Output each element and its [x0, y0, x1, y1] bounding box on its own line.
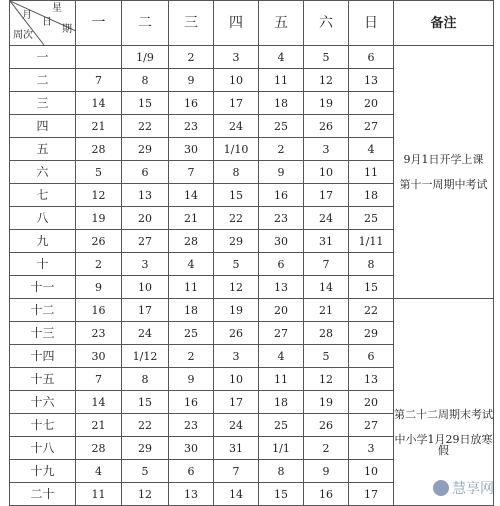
week-number-cell: 二 — [10, 69, 76, 92]
date-cell: 13 — [349, 69, 394, 92]
date-cell: 4 — [349, 138, 394, 161]
date-cell: 6 — [169, 460, 214, 483]
date-cell: 14 — [169, 184, 214, 207]
date-cell: 13 — [122, 184, 169, 207]
date-cell: 24 — [122, 322, 169, 345]
date-cell: 18 — [259, 391, 304, 414]
date-cell — [76, 46, 122, 69]
date-cell: 2 — [169, 345, 214, 368]
week-number-cell: 六 — [10, 161, 76, 184]
date-cell: 27 — [349, 115, 394, 138]
date-cell: 12 — [214, 276, 259, 299]
date-cell: 23 — [169, 115, 214, 138]
week-number-cell: 三 — [10, 92, 76, 115]
watermark-text: 慧享网 — [452, 481, 494, 497]
date-cell: 12 — [304, 69, 349, 92]
corner-label-zhouci: 周次 — [13, 30, 33, 41]
date-cell: 13 — [169, 483, 214, 506]
date-cell: 3 — [214, 345, 259, 368]
date-cell: 28 — [76, 437, 122, 460]
date-cell: 25 — [169, 322, 214, 345]
day-header: 三 — [169, 1, 214, 46]
date-cell: 9 — [169, 368, 214, 391]
date-cell: 17 — [304, 184, 349, 207]
date-cell: 31 — [304, 230, 349, 253]
date-cell: 2 — [259, 138, 304, 161]
date-cell: 30 — [169, 437, 214, 460]
date-cell: 14 — [214, 483, 259, 506]
date-cell: 9 — [76, 276, 122, 299]
date-cell: 19 — [304, 391, 349, 414]
date-cell: 15 — [122, 391, 169, 414]
date-cell: 4 — [259, 46, 304, 69]
date-cell: 16 — [169, 92, 214, 115]
date-cell: 15 — [349, 276, 394, 299]
week-number-cell: 十九 — [10, 460, 76, 483]
week-number-cell: 八 — [10, 207, 76, 230]
notes-cell — [394, 299, 494, 506]
date-cell: 29 — [214, 230, 259, 253]
day-header: 一 — [76, 1, 122, 46]
date-cell: 8 — [349, 253, 394, 276]
week-number-cell: 十一 — [10, 276, 76, 299]
note-text: 第二十二周期末考试 — [394, 407, 493, 421]
date-cell: 21 — [169, 207, 214, 230]
notes-header: 备注 — [394, 1, 494, 46]
week-number-cell: 九 — [10, 230, 76, 253]
date-cell: 26 — [304, 115, 349, 138]
watermark-logo-icon — [433, 480, 449, 496]
calendar-body — [10, 46, 494, 506]
date-cell: 22 — [122, 414, 169, 437]
date-cell: 1/11 — [349, 230, 394, 253]
date-cell: 19 — [76, 207, 122, 230]
date-cell: 16 — [259, 184, 304, 207]
date-cell: 11 — [349, 161, 394, 184]
date-cell: 29 — [349, 322, 394, 345]
date-cell: 8 — [122, 69, 169, 92]
date-cell: 6 — [349, 345, 394, 368]
date-cell: 1/9 — [122, 46, 169, 69]
date-cell: 30 — [169, 138, 214, 161]
week-number-cell: 十 — [10, 253, 76, 276]
date-cell: 3 — [214, 46, 259, 69]
week-number-cell: 十二 — [10, 299, 76, 322]
date-cell: 5 — [122, 460, 169, 483]
date-cell: 23 — [169, 414, 214, 437]
date-cell: 7 — [76, 368, 122, 391]
date-cell: 5 — [214, 253, 259, 276]
day-header: 六 — [304, 1, 349, 46]
date-cell: 5 — [76, 161, 122, 184]
note-text: 中小学1月29日放寒假 — [394, 432, 493, 457]
date-cell: 10 — [214, 69, 259, 92]
date-cell: 16 — [304, 483, 349, 506]
date-cell: 14 — [304, 276, 349, 299]
date-cell: 20 — [122, 207, 169, 230]
date-cell: 24 — [214, 414, 259, 437]
date-cell: 30 — [259, 230, 304, 253]
date-cell: 10 — [304, 161, 349, 184]
week-number-cell: 五 — [10, 138, 76, 161]
date-cell: 17 — [122, 299, 169, 322]
date-cell: 11 — [259, 69, 304, 92]
date-cell: 2 — [169, 46, 214, 69]
date-cell: 28 — [76, 138, 122, 161]
date-cell: 9 — [259, 161, 304, 184]
date-cell: 11 — [76, 483, 122, 506]
watermark — [433, 478, 494, 498]
notes-cell — [394, 46, 494, 299]
day-header: 四 — [214, 1, 259, 46]
date-cell: 19 — [304, 92, 349, 115]
date-cell: 19 — [214, 299, 259, 322]
date-cell: 8 — [259, 460, 304, 483]
date-cell: 12 — [122, 483, 169, 506]
week-number-cell: 十五 — [10, 368, 76, 391]
date-cell: 29 — [122, 138, 169, 161]
date-cell: 13 — [259, 276, 304, 299]
date-cell: 1/12 — [122, 345, 169, 368]
date-cell: 21 — [76, 414, 122, 437]
table-row — [10, 46, 494, 69]
date-cell: 20 — [349, 92, 394, 115]
date-cell: 22 — [214, 207, 259, 230]
date-cell: 1/1 — [259, 437, 304, 460]
date-cell: 8 — [214, 161, 259, 184]
week-number-cell: 十七 — [10, 414, 76, 437]
week-number-cell: 十六 — [10, 391, 76, 414]
day-header: 日 — [349, 1, 394, 46]
date-cell: 17 — [214, 391, 259, 414]
date-cell: 9 — [304, 460, 349, 483]
date-cell: 12 — [76, 184, 122, 207]
date-cell: 16 — [169, 391, 214, 414]
date-cell: 6 — [122, 161, 169, 184]
corner-header-cell — [10, 1, 76, 46]
date-cell: 22 — [122, 115, 169, 138]
date-cell: 11 — [169, 276, 214, 299]
week-number-cell: 十四 — [10, 345, 76, 368]
date-cell: 24 — [304, 207, 349, 230]
week-number-cell: 七 — [10, 184, 76, 207]
date-cell: 15 — [122, 92, 169, 115]
date-cell: 1/10 — [214, 138, 259, 161]
date-cell: 4 — [76, 460, 122, 483]
date-cell: 23 — [76, 322, 122, 345]
date-cell: 3 — [304, 138, 349, 161]
date-cell: 24 — [214, 115, 259, 138]
corner-label-ri: 日 — [42, 17, 52, 28]
date-cell: 3 — [122, 253, 169, 276]
date-cell: 23 — [259, 207, 304, 230]
corner-label-xing: 星 — [52, 3, 62, 14]
date-cell: 9 — [169, 69, 214, 92]
date-cell: 18 — [349, 184, 394, 207]
date-cell: 6 — [259, 253, 304, 276]
date-cell: 26 — [304, 414, 349, 437]
week-number-cell: 十八 — [10, 437, 76, 460]
date-cell: 17 — [349, 483, 394, 506]
date-cell: 16 — [76, 299, 122, 322]
date-cell: 25 — [259, 414, 304, 437]
date-cell: 10 — [122, 276, 169, 299]
school-calendar-table — [9, 0, 494, 506]
date-cell: 11 — [259, 368, 304, 391]
date-cell: 14 — [76, 92, 122, 115]
date-cell: 10 — [349, 460, 394, 483]
note-text: 第十一周期中考试 — [399, 178, 488, 191]
week-number-cell: 十三 — [10, 322, 76, 345]
date-cell: 21 — [304, 299, 349, 322]
date-cell: 15 — [214, 184, 259, 207]
date-cell: 7 — [76, 69, 122, 92]
date-cell: 5 — [304, 46, 349, 69]
date-cell: 6 — [349, 46, 394, 69]
date-cell: 17 — [214, 92, 259, 115]
corner-label-yue: 月 — [22, 10, 32, 21]
date-cell: 28 — [304, 322, 349, 345]
date-cell: 21 — [76, 115, 122, 138]
date-cell: 3 — [349, 437, 394, 460]
date-cell: 13 — [349, 368, 394, 391]
date-cell: 2 — [76, 253, 122, 276]
date-cell: 27 — [122, 230, 169, 253]
corner-label-qi: 期 — [62, 24, 72, 35]
date-cell: 30 — [76, 345, 122, 368]
note-text: 9月1日开学上课 — [403, 153, 484, 166]
date-cell: 10 — [214, 368, 259, 391]
date-cell: 15 — [259, 483, 304, 506]
date-cell: 18 — [259, 92, 304, 115]
date-cell: 14 — [76, 391, 122, 414]
date-cell: 4 — [259, 345, 304, 368]
date-cell: 20 — [349, 391, 394, 414]
date-cell: 26 — [214, 322, 259, 345]
date-cell: 25 — [259, 115, 304, 138]
date-cell: 22 — [349, 299, 394, 322]
week-number-cell: 二十 — [10, 483, 76, 506]
date-cell: 7 — [304, 253, 349, 276]
table-row — [10, 299, 494, 322]
date-cell: 4 — [169, 253, 214, 276]
day-header: 二 — [122, 1, 169, 46]
date-cell: 28 — [169, 230, 214, 253]
date-cell: 2 — [304, 437, 349, 460]
week-number-cell: 四 — [10, 115, 76, 138]
header-row — [10, 1, 494, 46]
date-cell: 7 — [169, 161, 214, 184]
date-cell: 18 — [169, 299, 214, 322]
date-cell: 20 — [259, 299, 304, 322]
date-cell: 25 — [349, 207, 394, 230]
day-header: 五 — [259, 1, 304, 46]
date-cell: 12 — [304, 368, 349, 391]
week-number-cell: 一 — [10, 46, 76, 69]
date-cell: 8 — [122, 368, 169, 391]
date-cell: 7 — [214, 460, 259, 483]
date-cell: 27 — [259, 322, 304, 345]
date-cell: 29 — [122, 437, 169, 460]
date-cell: 27 — [349, 414, 394, 437]
date-cell: 31 — [214, 437, 259, 460]
date-cell: 5 — [304, 345, 349, 368]
date-cell: 26 — [76, 230, 122, 253]
